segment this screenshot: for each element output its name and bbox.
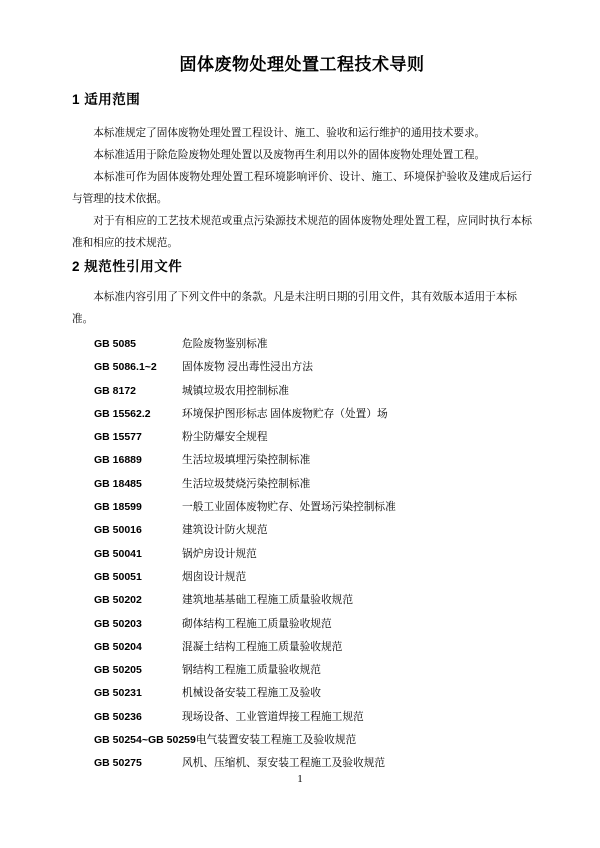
reference-title: 钢结构工程施工质量验收规范	[182, 664, 321, 677]
reference-code: GB 18485	[94, 477, 142, 490]
reference-title: 砌体结构工程施工质量验收规范	[182, 617, 332, 630]
reference-row	[94, 659, 532, 682]
reference-code: GB 5085	[94, 338, 137, 350]
reference-title: 一般工业固体废物贮存、处置场污染控制标准	[182, 501, 396, 514]
reference-code: GB 50254~GB 50259	[94, 734, 196, 747]
reference-title: 风机、压缩机、泵安装工程施工及验收规范	[182, 757, 386, 770]
reference-title: 城镇垃圾农用控制标准	[182, 384, 289, 397]
reference-title: 建筑设计防火规范	[182, 524, 268, 537]
reference-row	[94, 613, 532, 636]
reference-code: GB 50204	[94, 640, 142, 653]
reference-code: GB 50051	[94, 570, 142, 583]
reference-title: 现场设备、工业管道焊接工程施工规范	[182, 710, 364, 723]
reference-code: GB 18599	[94, 501, 142, 514]
reference-title: 粉尘防爆安全规程	[182, 431, 268, 444]
reference-code: GB 50275	[94, 757, 142, 770]
reference-code: GB 8172	[94, 384, 137, 397]
document-title: 固体废物处理处置工程技术导则	[179, 55, 425, 74]
reference-title: 危险废物鉴别标准	[182, 338, 268, 350]
section-2-heading: 2 规范性引用文件	[72, 259, 183, 274]
reference-row	[94, 380, 532, 403]
reference-code: GB 50016	[94, 524, 142, 537]
reference-code: GB 50203	[94, 617, 142, 630]
reference-row	[94, 519, 532, 542]
reference-title: 建筑地基基础工程施工质量验收规范	[182, 594, 354, 607]
section-1-paragraph: 本标准规定了固体废物处理处置工程设计、施工、验收和运行维护的通用技术要求。	[93, 128, 486, 139]
reference-row	[94, 449, 532, 472]
reference-row	[94, 403, 532, 426]
reference-title: 混凝土结构工程施工质量验收规范	[182, 640, 343, 653]
reference-title: 烟囱设计规范	[182, 570, 247, 583]
reference-title: 生活垃圾焚烧污染控制标准	[182, 477, 311, 490]
reference-title: 机械设备安装工程施工及验收	[182, 687, 321, 700]
reference-row	[94, 566, 532, 589]
reference-code: GB 15577	[94, 431, 142, 444]
reference-row	[94, 682, 532, 705]
reference-row	[94, 333, 532, 356]
reference-row	[94, 496, 532, 519]
reference-title: 电气装置安装工程施工及验收规范	[195, 734, 357, 747]
reference-row	[94, 729, 532, 752]
reference-title: 生活垃圾填埋污染控制标准	[182, 454, 311, 467]
reference-code: GB 16889	[94, 454, 142, 467]
reference-row	[94, 356, 532, 379]
section-1-paragraph: 对于有相应的工艺技术规范或重点污染源技术规范的固体废物处理处置工程，应同时执行本标准和相应的技术规范。	[72, 216, 532, 249]
reference-code: GB 15562.2	[94, 407, 151, 420]
reference-code: GB 50236	[94, 710, 142, 723]
reference-title: 锅炉房设计规范	[182, 547, 257, 560]
section-1-heading: 1 适用范围	[72, 92, 141, 107]
reference-row	[94, 426, 532, 449]
section-1-paragraph: 本标准适用于除危险废物处理处置以及废物再生利用以外的固体废物处理处置工程。	[93, 150, 486, 161]
reference-code: GB 50041	[94, 547, 142, 560]
reference-title: 固体废物 浸出毒性浸出方法	[182, 361, 313, 374]
reference-row	[94, 473, 532, 496]
section-1-paragraph: 本标准可作为固体废物处理处置工程环境影响评价、设计、施工、环境保护验收及建成后运行与管理的技术依据。	[72, 172, 532, 205]
reference-title: 环境保护图形标志 固体废物贮存（处置）场	[182, 407, 388, 420]
reference-code: GB 50231	[94, 687, 142, 700]
reference-row	[94, 706, 532, 729]
reference-row	[94, 636, 532, 659]
reference-row	[94, 543, 532, 566]
reference-list	[72, 333, 532, 776]
reference-row	[94, 589, 532, 612]
page-number: 1	[297, 773, 303, 785]
section-2-intro: 本标准内容引用了下列文件中的条款。凡是未注明日期的引用文件，其有效版本适用于本标准。	[72, 292, 517, 325]
reference-code: GB 50202	[94, 594, 142, 607]
reference-code: GB 50205	[94, 664, 142, 677]
reference-code: GB 5086.1~2	[94, 361, 157, 374]
